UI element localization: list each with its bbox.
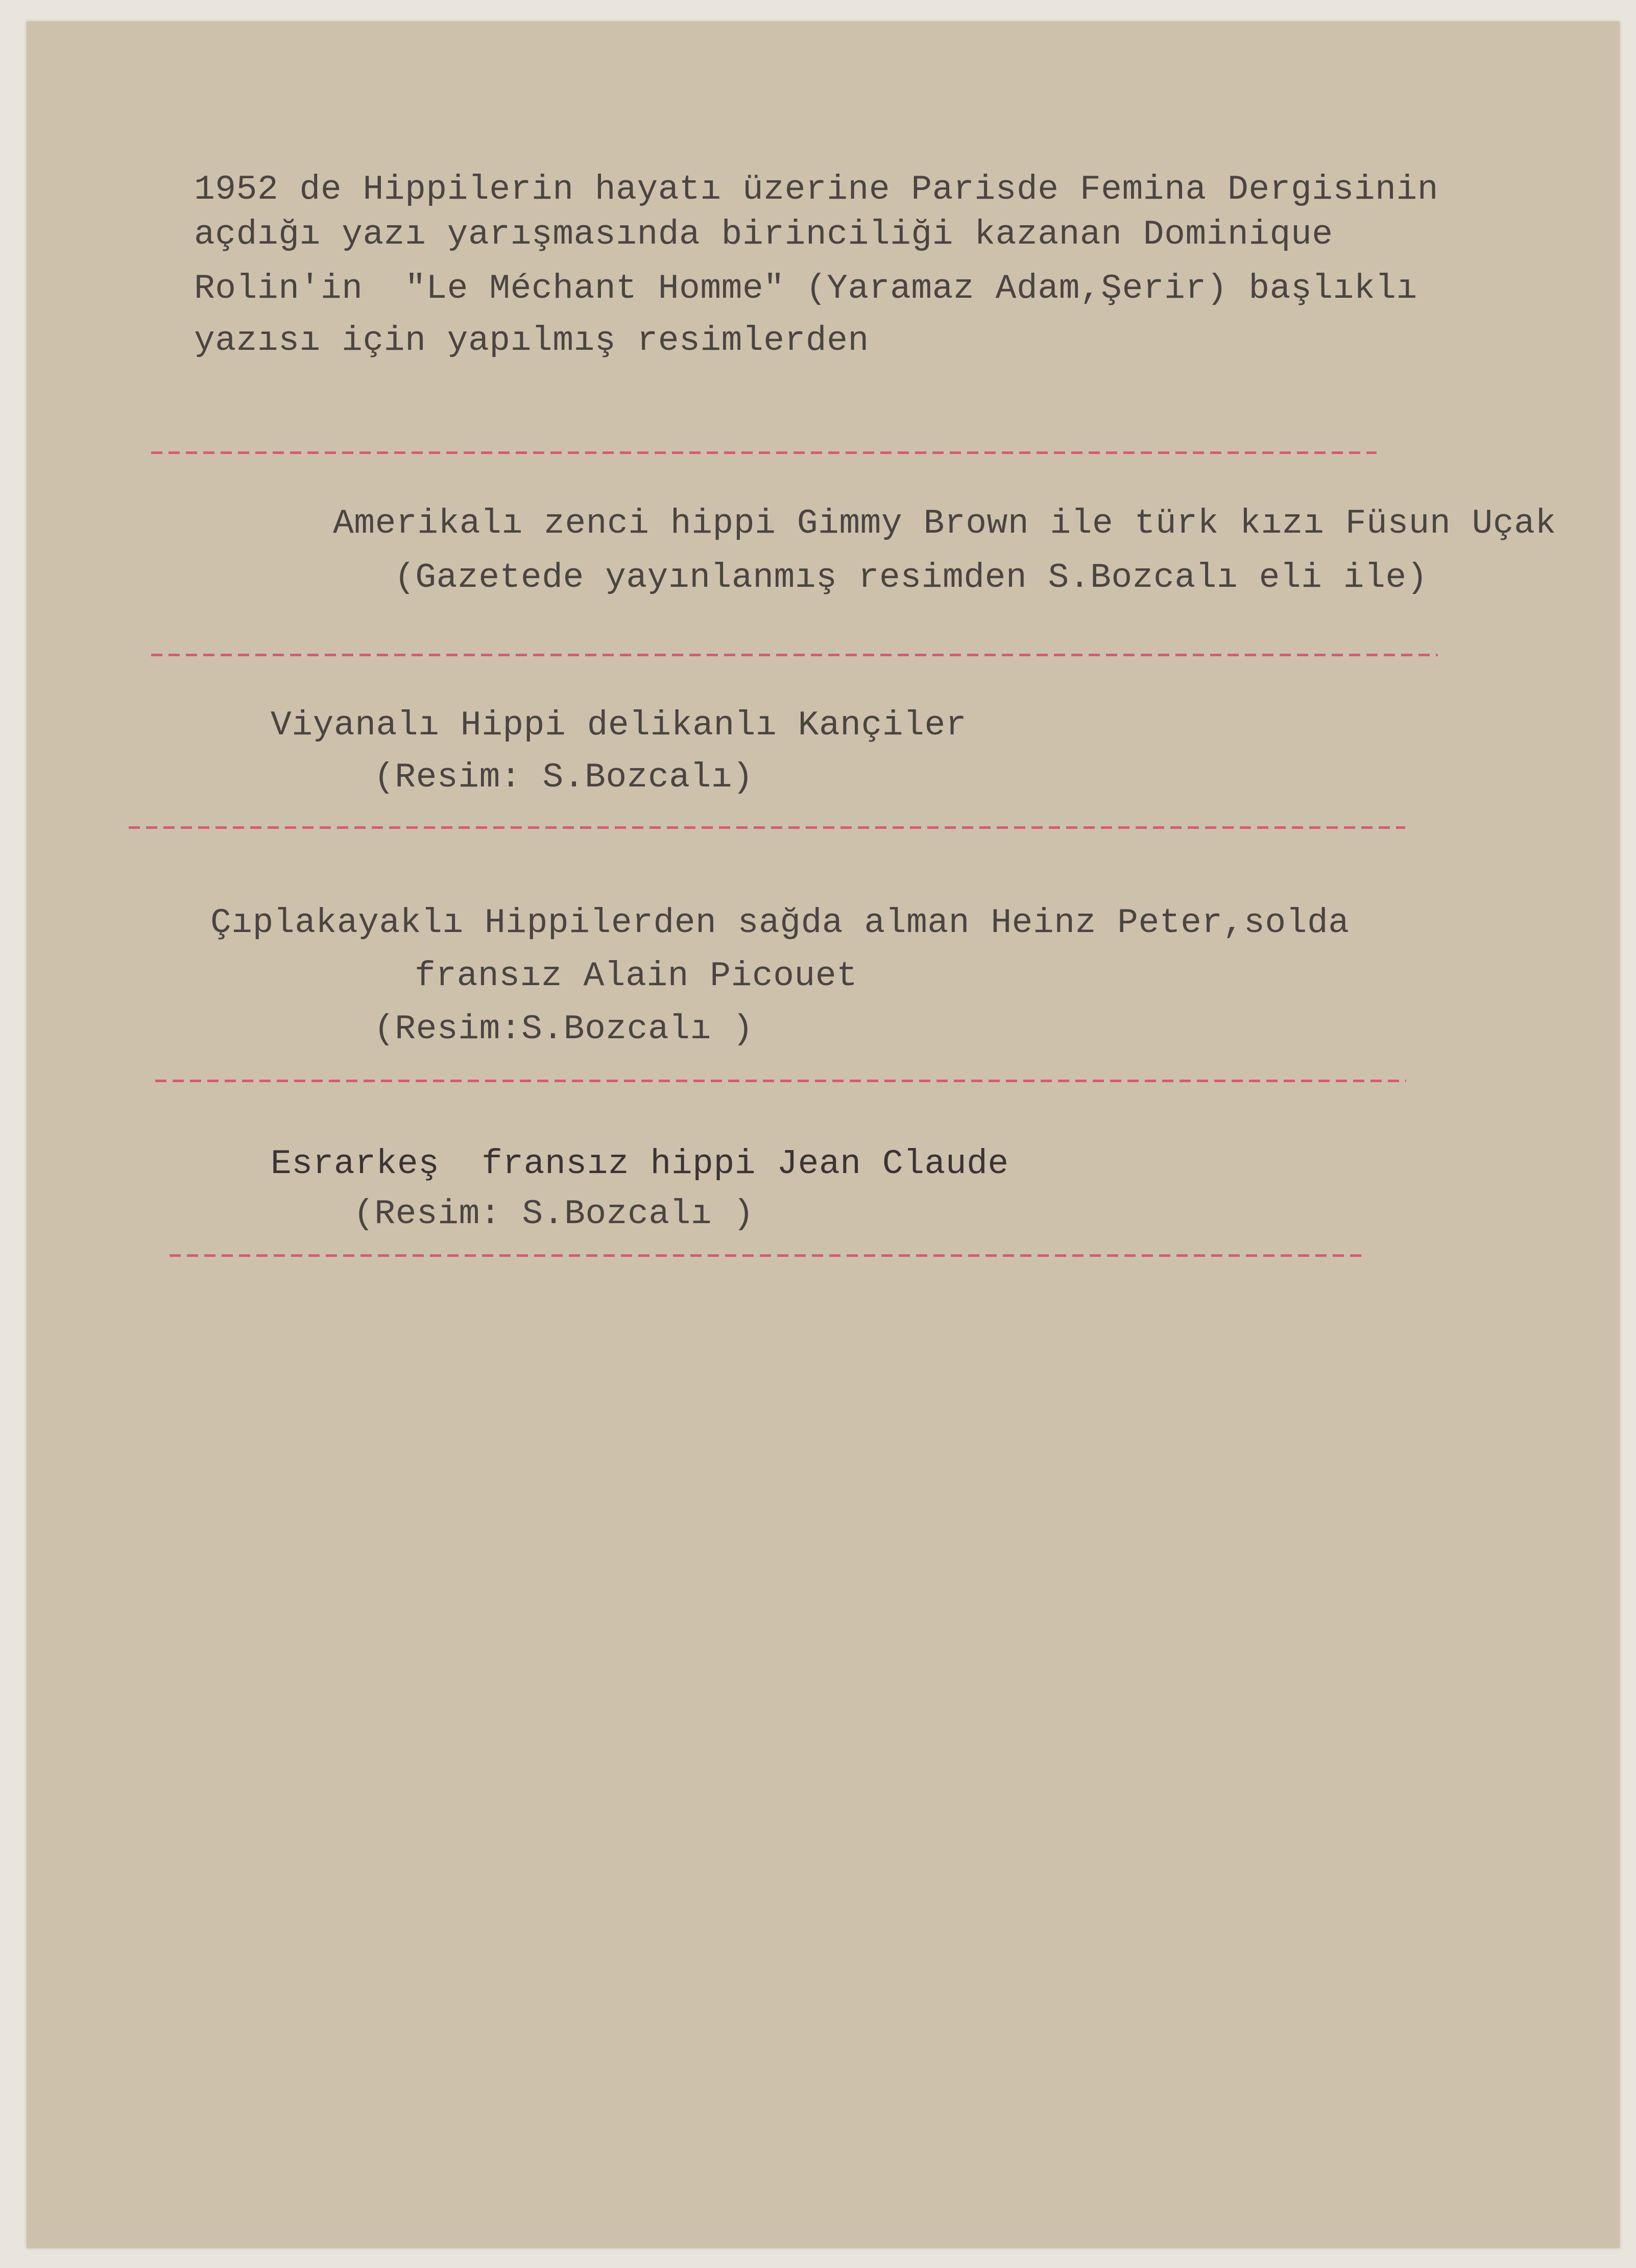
dashed-rule — [129, 826, 1405, 829]
caption-4-line-2: (Resim: S.Bozcalı ) — [353, 1195, 754, 1234]
caption-1-line-1: Amerikalı zenci hippi Gimmy Brown ile türk kızı Füsun Uçak — [333, 504, 1556, 543]
intro-line-4: yazısı için yapılmış resimlerden — [194, 321, 869, 361]
caption-4-line-1: Esrarkeş fransız hippi Jean Claude — [271, 1144, 1009, 1184]
caption-3-line-2: fransız Alain Picouet — [415, 957, 858, 996]
intro-line-1: 1952 de Hippilerin hayatı üzerine Parisde Femina Dergisinin — [194, 170, 1439, 209]
caption-2-line-2: (Resim: S.Bozcalı) — [374, 758, 754, 797]
intro-line-2: açdığı yazı yarışmasında birinciliği kazanan Dominique — [194, 215, 1333, 254]
caption-1-line-2: (Gazetede yayınlanmış resimden S.Bozcalı eli ile) — [394, 558, 1428, 598]
dashed-rule — [155, 1080, 1406, 1082]
dashed-rule — [151, 654, 1438, 656]
dashed-rule — [151, 451, 1377, 454]
intro-line-3: Rolin'in "Le Méchant Homme" (Yaramaz Adam,Şerir) başlıklı — [194, 269, 1417, 308]
dashed-rule — [170, 1254, 1364, 1257]
typewritten-sheet — [27, 21, 1620, 2248]
caption-3-line-1: Çıplakayaklı Hippilerden sağda alman Heinz Peter,solda — [210, 903, 1350, 943]
caption-3-line-3: (Resim:S.Bozcalı ) — [374, 1010, 754, 1049]
caption-2-line-1: Viyanalı Hippi delikanlı Kançiler — [271, 706, 967, 745]
